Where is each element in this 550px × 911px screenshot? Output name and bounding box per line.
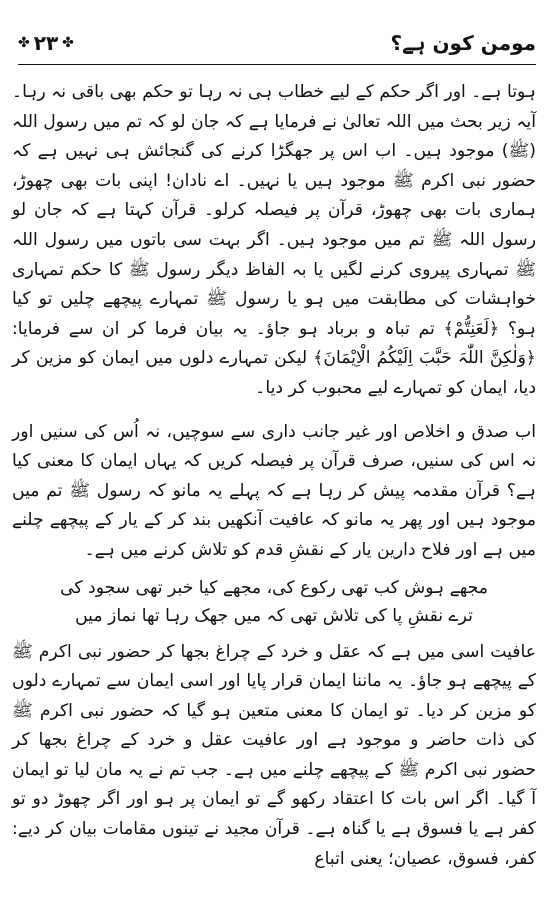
page-number-block: [18, 31, 74, 55]
paragraph-2: اب صدق و اخلاص اور غیر جانب داری سے سوچیں، نہ اُس کی سنیں اور نہ اس کی سنیں، صرف قرآن پر فیصلہ کریں کہ یہاں ایمان کا معنی کیا ہے؟ قرآن مقدمہ پیش کر رہا ہے کہ پہلے یہ مانو کہ رسول ﷺ تم میں موجود ہیں اور پھر یہ مانو کہ عافیت آنکھیں بند کر کے یار کے پیچھے چلنے میں ہے اور فلاح دارین یار کے نقشِ قدم کو تلاش کرنے میں ہے۔: [12, 421, 536, 560]
page-body: [12, 78, 536, 874]
poem-line-1: مجھے ہوش کب تھی رکوع کی، مجھے کیا خبر تھی سجود کی: [60, 577, 488, 598]
page-number: ۲۳: [33, 31, 59, 55]
poem-couplet: [12, 574, 536, 630]
header-rule: [18, 64, 536, 65]
poem-line-2: ترے نقشِ پا کی تلاش تھی کہ میں جھک رہا تھا نماز میں: [75, 605, 473, 626]
ornament-right-icon: ✤: [62, 35, 74, 51]
running-title: مومن کون ہے؟: [390, 31, 536, 55]
paragraph-3: عافیت اسی میں ہے کہ عقل و خرد کے چراغ بجھا کر حضور نبی اکرم ﷺ کے پیچھے ہو جاؤ۔ یہ ماننا ایمان قرار پایا اور اسی ایمان سے تمہارے دلوں کو مزین کر دیا۔ تو ایمان کا معنی متعین ہو گیا کہ حضور نبی اکرم ﷺ کی ذات حاضر و موجود ہے اور عافیت عقل و خرد کے چراغ بجھا کر حضور نبی اکرم ﷺ کے پیچھے چلنے میں ہے۔ جب تم نے یہ مان لیا تو ایمان آ گیا۔ اگر اس بات کا اعتقاد رکھو گے تو ایمان پر ہو اور اگر چھوڑ دو تو کفر ہے یا فسوق ہے یا گناہ ہے۔ قرآن مجید نے تینوں مقامات بیان کر دیے: کفر، فسوق، عصیان؛ یعنی اتباع: [12, 641, 536, 869]
page-header: [18, 28, 536, 58]
paragraph-1: ہوتا ہے۔ اور اگر حکم کے لیے خطاب ہی نہ رہا تو حکم بھی باقی نہ رہا۔ آیہ زیر بحث میں اللہ تعالیٰ نے فرمایا ہے کہ جان لو کہ تم میں رسول اللہ (ﷺ) موجود ہیں۔ اب اس پر جھگڑا کرنے کی گنجائش ہی نہیں ہے کہ حضور نبی اکرم ﷺ موجود ہیں یا نہیں۔ اے نادان! اپنی بات بھی چھوڑ، ہماری بات بھی چھوڑ، قرآن پر فیصلہ کرلو۔ قرآن کہتا ہے کہ جان لو رسول اللہ ﷺ تم میں موجود ہیں۔ اگر بہت سی باتوں میں رسول اللہ ﷺ تمہاری پیروی کرنے لگیں یا بہ الفاظ دیگر رسول ﷺ کا حکم تمہاری خواہشات کی مطابقت میں ہو یا رسول ﷺ تمہارے پیچھے چلیں تو کیا ہو؟ ﴿لَعَنِتُّمْ﴾ تم تباہ و برباد ہو جاؤ۔ یہ بیان فرما کر ان سے فرمایا: ﴿وَلٰکِنَّ اللّٰہَ حَبَّبَ اِلَیْکُمُ الْاِیْمَانَ﴾ لیکن تمہارے دلوں میں ایمان کو مزین کر دیا، ایمان کو تمہارے لیے محبوب کر دیا۔: [12, 82, 536, 398]
ornament-left-icon: ✤: [18, 35, 30, 51]
